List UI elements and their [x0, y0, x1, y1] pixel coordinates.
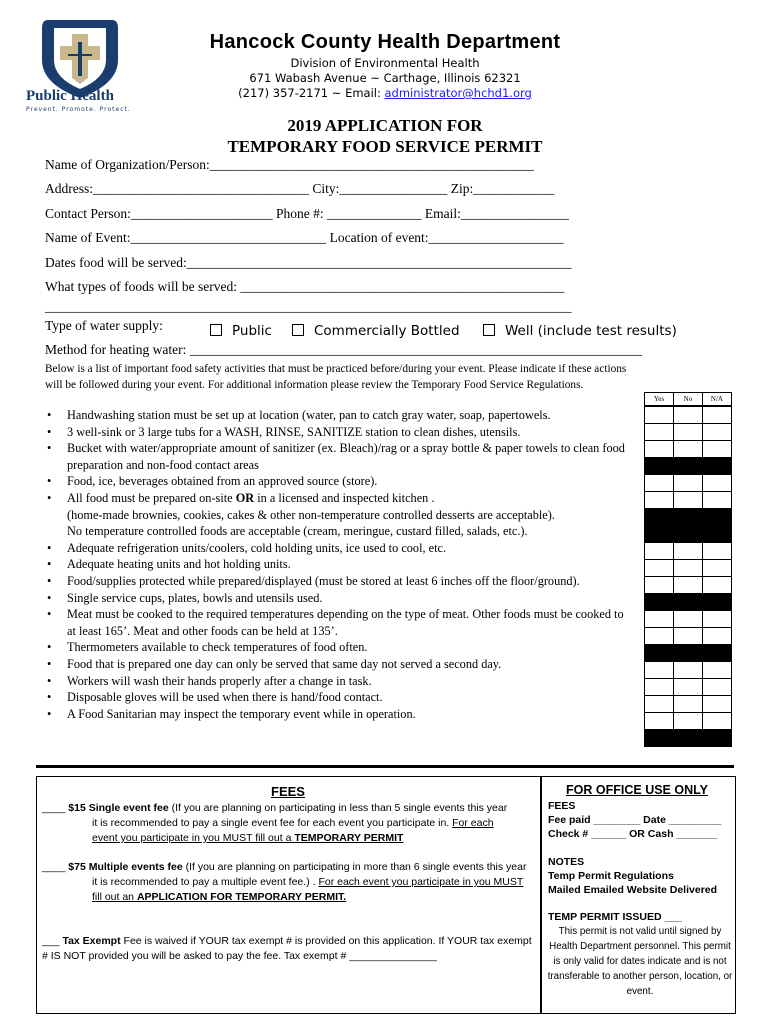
- yes-no-na-grid: [644, 392, 732, 747]
- grid-filler-cell: [674, 458, 703, 475]
- fee-text: Fee is waived if YOUR tax exempt # is provided on this application. If YOUR tax exempt # IS NOT provided you will be asked to pay the fee. Tax exempt # _______________: [42, 935, 532, 962]
- list-item: • Food/supplies protected while prepared/displayed (must be stored at least 6 inches off the floor/ground).: [45, 573, 635, 590]
- list-item: • Food that is prepared one day can only be served that same day not served a second day.: [45, 656, 635, 673]
- address-line: 671 Wabash Avenue ~ Carthage, Illinois 62321: [249, 71, 521, 85]
- grid-answer-row[interactable]: [645, 441, 732, 458]
- delivery-options[interactable]: Mailed Emailed Website Delivered: [548, 884, 718, 896]
- water-option-public[interactable]: [210, 323, 272, 339]
- fee-text: (If you are planning on participating in less than 5 single events this year: [168, 802, 508, 814]
- grid-answer-row[interactable]: [645, 560, 732, 577]
- grid-answer-cell[interactable]: [674, 713, 703, 730]
- grid-filler-row: [645, 526, 732, 543]
- office-notes-section: [548, 855, 717, 897]
- public-health-logo: [20, 14, 140, 114]
- grid-answer-cell[interactable]: [703, 560, 732, 577]
- grid-answer-row[interactable]: [645, 543, 732, 560]
- grid-answer-cell[interactable]: [645, 713, 674, 730]
- water-option-bottled[interactable]: [292, 323, 460, 339]
- grid-answer-row[interactable]: [645, 628, 732, 645]
- grid-answer-cell[interactable]: [645, 475, 674, 492]
- grid-filler-cell: [703, 509, 732, 526]
- grid-answer-cell[interactable]: [674, 577, 703, 594]
- grid-filler-row: [645, 594, 732, 611]
- grid-answer-cell[interactable]: [703, 543, 732, 560]
- fee-note: For each event you participate in you MUST fill out a: [92, 817, 494, 844]
- fee-note-bold: TEMPORARY PERMIT: [294, 832, 404, 844]
- grid-answer-row[interactable]: [645, 492, 732, 509]
- fee-note: For each event you participate in you MUST fill out an: [92, 876, 524, 903]
- grid-answer-cell[interactable]: [674, 424, 703, 441]
- section-divider: [36, 765, 734, 768]
- grid-answer-cell[interactable]: [645, 424, 674, 441]
- grid-filler-cell: [703, 645, 732, 662]
- grid-answer-cell[interactable]: [674, 611, 703, 628]
- grid-filler-row: [645, 730, 732, 747]
- grid-answer-cell[interactable]: [674, 492, 703, 509]
- grid-filler-cell: [674, 645, 703, 662]
- grid-answer-row[interactable]: [645, 407, 732, 424]
- grid-filler-cell: [645, 730, 674, 747]
- list-item: • Adequate heating units and hot holding units.: [45, 556, 635, 573]
- grid-answer-cell[interactable]: [703, 628, 732, 645]
- grid-answer-row[interactable]: [645, 696, 732, 713]
- grid-answer-cell[interactable]: [674, 543, 703, 560]
- logo-tagline: Prevent. Promote. Protect.: [26, 106, 131, 113]
- grid-answer-row[interactable]: [645, 475, 732, 492]
- option-label: Public: [232, 323, 272, 339]
- single-event-fee[interactable]: [42, 801, 522, 846]
- grid-answer-row[interactable]: [645, 611, 732, 628]
- grid-answer-row[interactable]: [645, 424, 732, 441]
- water-option-well[interactable]: [483, 323, 677, 339]
- grid-filler-row: [645, 645, 732, 662]
- fee-note-bold: APPLICATION FOR TEMPORARY PERMIT.: [136, 891, 347, 903]
- grid-answer-cell[interactable]: [703, 696, 732, 713]
- fee-blank[interactable]: ___: [42, 935, 63, 947]
- address-field[interactable]: Address:________________________________ City:________________ Zip:____________: [45, 181, 555, 196]
- logo-text: Public Health: [26, 88, 114, 104]
- na-header: N/A: [702, 393, 731, 406]
- list-item: • 3 well-sink or 3 large tubs for a WASH, RINSE, SANITIZE station to clean dishes, utensils.: [45, 424, 635, 441]
- grid-filler-cell: [703, 730, 732, 747]
- grid-answer-row[interactable]: [645, 679, 732, 696]
- grid-answer-cell[interactable]: [703, 679, 732, 696]
- office-heading: FOR OFFICE USE ONLY: [566, 783, 708, 797]
- grid-answer-cell[interactable]: [703, 492, 732, 509]
- grid-answer-cell[interactable]: [674, 475, 703, 492]
- grid-answer-cell[interactable]: [703, 475, 732, 492]
- grid-answer-cell[interactable]: [645, 679, 674, 696]
- fee-text: it is recommended to pay a multiple event fee.) .: [92, 876, 319, 888]
- grid-filler-cell: [674, 526, 703, 543]
- contact-field[interactable]: Contact Person:_____________________ Phone #: ______________ Email:________________: [45, 206, 569, 221]
- grid-filler-cell: [703, 458, 732, 475]
- safety-checklist: [45, 407, 635, 722]
- grid-answer-cell[interactable]: [645, 407, 674, 424]
- grid-answer-cell[interactable]: [674, 407, 703, 424]
- email-link[interactable]: administrator@hchd1.org: [384, 86, 532, 100]
- list-item: • Thermometers available to check temperatures of food often.: [45, 639, 635, 656]
- checkbox[interactable]: [292, 324, 304, 336]
- list-item: • A Food Sanitarian may inspect the temporary event while in operation.: [45, 706, 635, 723]
- temp-regs-label: Temp Permit Regulations: [548, 870, 674, 882]
- fee-paid-field[interactable]: Fee paid ________ Date _________: [548, 814, 722, 826]
- check-cash-field[interactable]: Check # ______ OR Cash _______: [548, 828, 718, 840]
- grid-answer-cell[interactable]: [674, 441, 703, 458]
- list-item: • Meat must be cooked to the required temperatures depending on the type of meat. Other foods must be cooked to at least 165’. Meat and other foods can be held at 135’.: [45, 606, 635, 639]
- grid-filler-cell: [645, 594, 674, 611]
- fee-label: $15 Single event fee: [68, 802, 169, 814]
- grid-answer-cell[interactable]: [703, 424, 732, 441]
- office-fees-section: [548, 799, 721, 841]
- grid-filler-row: [645, 458, 732, 475]
- form-title-line1: 2019 APPLICATION FOR: [287, 116, 483, 135]
- grid-answer-cell[interactable]: [674, 628, 703, 645]
- list-item: • Food, ice, beverages obtained from an approved source (store).: [45, 473, 635, 490]
- grid-filler-cell: [645, 526, 674, 543]
- foods-field[interactable]: What types of foods will be served: ________________________________________________: [45, 279, 565, 294]
- grid-answer-cell[interactable]: [645, 441, 674, 458]
- grid-answer-cell[interactable]: [645, 543, 674, 560]
- grid-filler-cell: [703, 526, 732, 543]
- fee-blank[interactable]: ____: [42, 861, 69, 873]
- division-line: Division of Environmental Health: [290, 56, 480, 70]
- grid-filler-cell: [674, 594, 703, 611]
- grid-answer-cell[interactable]: [645, 611, 674, 628]
- list-item: • All food must be prepared on-site OR in a licensed and inspected kitchen . (home-made brownies, cookies, cakes & other non-temperature controlled desserts are acceptable). No temperature controlled foods are acceptable (cream, meringue, custard filled, salads, etc.).: [45, 490, 635, 540]
- org-person-field[interactable]: Name of Organization/Person:________________________________________________: [45, 157, 534, 172]
- permit-disclaimer: This permit is not valid until signed by Health Department personnel. This permit is only valid for dates indicate and is not transferable to another person, location, or event.: [547, 926, 733, 997]
- grid-filler-cell: [674, 730, 703, 747]
- grid-answer-cell[interactable]: [645, 696, 674, 713]
- list-item: • Workers will wash their hands properly after a change in task.: [45, 673, 635, 690]
- form-title-line2: TEMPORARY FOOD SERVICE PERMIT: [227, 137, 543, 156]
- grid-filler-cell: [645, 645, 674, 662]
- org-name: Hancock County Health Department: [209, 31, 561, 53]
- grid-answer-cell[interactable]: [703, 441, 732, 458]
- grid-filler-cell: [645, 458, 674, 475]
- grid-filler-row: [645, 509, 732, 526]
- intro-text: Below is a list of important food safety activities that must be practiced before/during your event. Please indicate if these actions will be followed during your event. For additional information please review the Temporary Food Service Regulations.: [45, 363, 627, 391]
- grid-answer-cell[interactable]: [674, 662, 703, 679]
- multiple-events-fee[interactable]: [42, 860, 532, 905]
- grid-answer-cell[interactable]: [645, 662, 674, 679]
- checkbox[interactable]: [483, 324, 495, 336]
- fee-label: $75 Multiple events fee: [68, 861, 183, 873]
- heating-method-field[interactable]: Method for heating water: ___________________________________________________________________: [45, 342, 642, 357]
- grid-answer-cell[interactable]: [703, 407, 732, 424]
- fees-heading: FEES: [271, 784, 305, 799]
- fee-text: it is recommended to pay a single event fee for each event you participate in.: [92, 817, 453, 829]
- grid-answer-cell[interactable]: [703, 577, 732, 594]
- list-item: • Adequate refrigeration units/coolers, cold holding units, ice used to cool, etc.: [45, 540, 635, 557]
- foods-field-line2[interactable]: ______________________________________________________________________________: [45, 299, 572, 314]
- list-item: • Bucket with water/appropriate amount of sanitizer (ex. Bleach)/rag or a spray bottle & paper towels to clean food preparation and non-food contact areas: [45, 440, 635, 473]
- contact-line: [150, 86, 620, 100]
- option-label: Commercially Bottled: [314, 323, 460, 339]
- fee-text: (If you are planning on participating in more than 6 single events this year: [182, 861, 527, 873]
- water-supply-label: Type of water supply:: [45, 318, 163, 333]
- office-fees-label: FEES: [548, 800, 576, 812]
- grid-answer-cell[interactable]: [645, 628, 674, 645]
- notes-label: NOTES: [548, 856, 585, 868]
- grid-answer-cell[interactable]: [703, 611, 732, 628]
- grid-answer-cell[interactable]: [645, 492, 674, 509]
- tax-exempt-fee[interactable]: [42, 934, 532, 964]
- no-header: No: [673, 393, 702, 406]
- grid-answer-row[interactable]: [645, 577, 732, 594]
- grid-answer-cell[interactable]: [674, 679, 703, 696]
- grid-answer-cell[interactable]: [674, 560, 703, 577]
- grid-answer-row[interactable]: [645, 662, 732, 679]
- grid-answer-cell[interactable]: [674, 696, 703, 713]
- grid-answer-cell[interactable]: [645, 560, 674, 577]
- list-item: • Handwashing station must be set up at location (water, pan to catch gray water, soap, papertowels.: [45, 407, 635, 424]
- grid-answer-cell[interactable]: [703, 713, 732, 730]
- grid-filler-cell: [703, 594, 732, 611]
- fee-blank[interactable]: ____: [42, 802, 69, 814]
- permit-issued-field[interactable]: TEMP PERMIT ISSUED ___: [548, 911, 683, 923]
- list-item: • Disposable gloves will be used when there is hand/food contact.: [45, 689, 635, 706]
- list-item: • Single service cups, plates, bowls and utensils used.: [45, 590, 635, 607]
- checkbox[interactable]: [210, 324, 222, 336]
- grid-answer-cell[interactable]: [703, 662, 732, 679]
- grid-filler-cell: [645, 509, 674, 526]
- grid-answer-cell[interactable]: [645, 577, 674, 594]
- yes-header: Yes: [645, 393, 674, 406]
- grid-filler-cell: [674, 509, 703, 526]
- option-label: Well (include test results): [505, 323, 677, 339]
- phone-text: (217) 357-2171 ~ Email:: [238, 86, 385, 100]
- event-field[interactable]: Name of Event:_____________________________ Location of event:____________________: [45, 230, 564, 245]
- dates-field[interactable]: Dates food will be served:_________________________________________________________: [45, 255, 572, 270]
- grid-answer-row[interactable]: [645, 713, 732, 730]
- fee-label: Tax Exempt: [62, 935, 121, 947]
